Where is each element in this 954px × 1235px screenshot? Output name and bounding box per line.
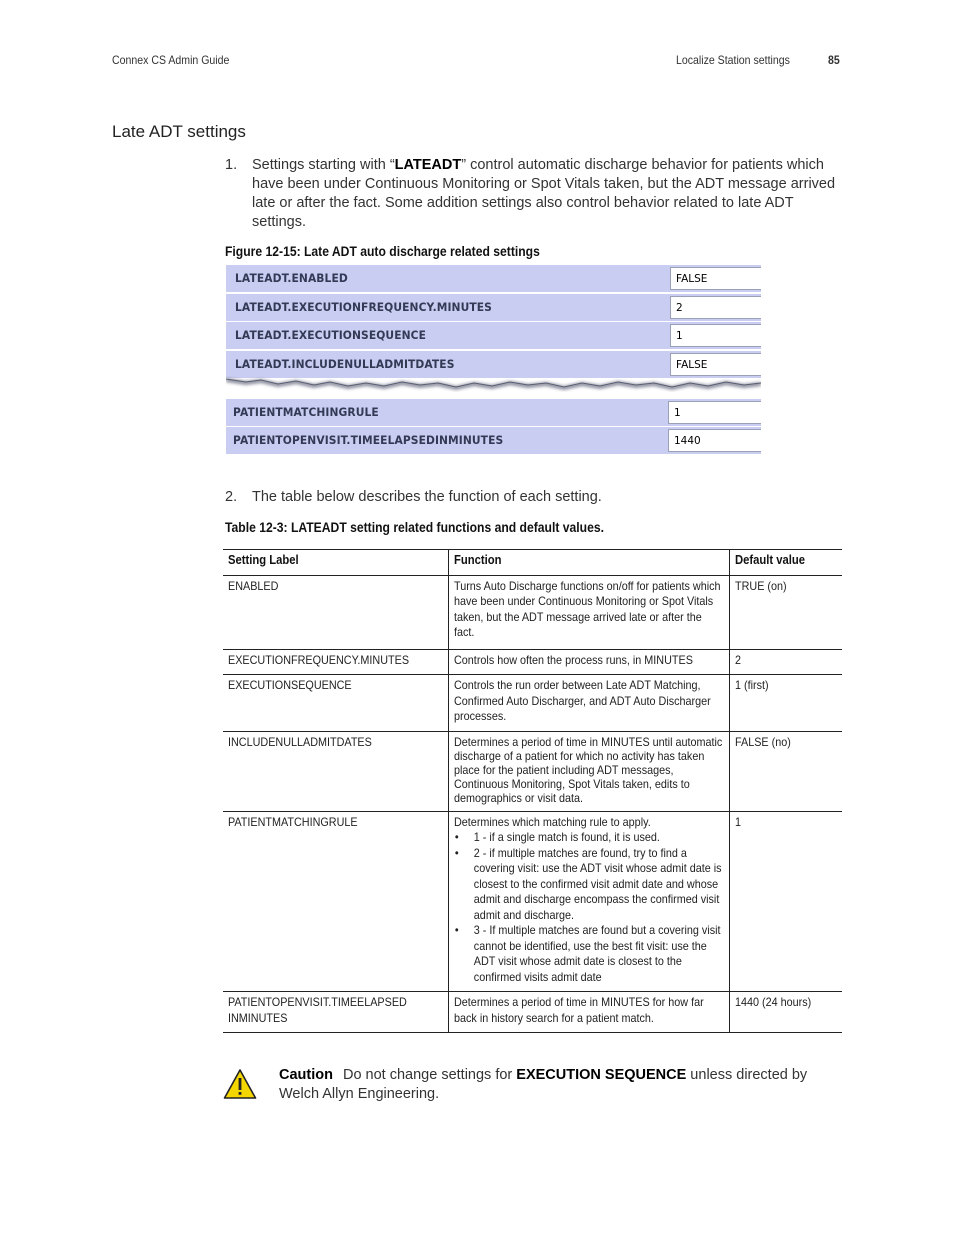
step-1-text-pre: Settings starting with “ <box>252 157 395 173</box>
cell-default-value: 2 <box>729 649 842 675</box>
matching-rule-description <box>454 815 724 986</box>
settings-screenshot <box>226 265 761 457</box>
setting-label: LATEADT.INCLUDENULLADMITDATES <box>235 357 455 371</box>
page-number: 85 <box>828 53 840 67</box>
matching-rule-intro: Determines which matching rule to apply. <box>453 814 651 829</box>
running-header-title: Connex CS Admin Guide <box>112 53 230 67</box>
cell-setting-label: INCLUDENULLADMITDATES <box>223 731 448 811</box>
table-row <box>223 675 842 732</box>
setting-value-field[interactable] <box>668 429 761 452</box>
setting-row <box>226 265 761 292</box>
cell-default-value: TRUE (on) <box>729 575 842 649</box>
cell-function: Controls how often the process runs, in MINUTES <box>448 649 729 675</box>
list-item: • 2 - if multiple matches are found, try to find a covering visit: use the ADT visit whose admit date is closest to the confirmed visit admit date and whose admit and discharge encompass the confirmed visit admit and discharge. <box>454 846 724 924</box>
torn-edge-divider <box>226 376 761 398</box>
step-1-keyword: LATEADT <box>394 157 462 173</box>
step-1-number: 1. <box>225 157 238 173</box>
setting-value: 1440 <box>674 435 701 447</box>
setting-row <box>226 399 761 426</box>
caution-note <box>279 1066 839 1104</box>
caution-label: Caution <box>279 1067 333 1083</box>
table-row <box>223 731 842 811</box>
cell-setting-label: EXECUTIONSEQUENCE <box>223 675 448 732</box>
cell-function: Determines a period of time in MINUTES for how far back in history search for a patient match. <box>448 992 729 1033</box>
cell-default-value: 1440 (24 hours) <box>729 992 842 1033</box>
step-1-text <box>252 156 842 232</box>
table-row <box>223 575 842 649</box>
cell-setting-label: EXECUTIONFREQUENCY.MINUTES <box>223 649 448 675</box>
caution-text-pre: Do not change settings for <box>342 1067 517 1083</box>
setting-value: 1 <box>676 330 683 342</box>
matching-rule-list <box>454 830 724 985</box>
warning-triangle-icon <box>223 1068 257 1100</box>
list-item: • 3 - If multiple matches are found but a covering visit cannot be identified, use the best fit visit: use the ADT visit whose admit date is closest to the confirmed visits admit date <box>454 923 724 985</box>
setting-value: 1 <box>674 407 681 419</box>
cell-default-value: 1 <box>729 811 842 992</box>
column-header-setting-label: Setting Label <box>223 550 448 576</box>
table-row <box>223 992 842 1033</box>
setting-value-field[interactable] <box>668 401 761 424</box>
cell-function: Controls the run order between Late ADT Matching, Confirmed Auto Discharger, and ADT Auto Discharger processes. <box>448 675 729 732</box>
setting-row <box>226 294 761 321</box>
caution-text-post: unless directed by Welch Allyn Engineering. <box>279 1067 808 1102</box>
setting-label: LATEADT.EXECUTIONFREQUENCY.MINUTES <box>235 300 492 314</box>
column-header-function: Function <box>448 550 729 576</box>
table-row <box>223 811 842 992</box>
setting-label: LATEADT.EXECUTIONSEQUENCE <box>235 328 426 342</box>
setting-value-field[interactable] <box>670 267 761 290</box>
setting-label: PATIENTMATCHINGRULE <box>233 405 379 419</box>
settings-function-table <box>223 549 842 1033</box>
caution-keyword: EXECUTION SEQUENCE <box>516 1067 687 1083</box>
cell-default-value: FALSE (no) <box>729 731 842 811</box>
cell-setting-label: PATIENTMATCHINGRULE <box>223 811 448 992</box>
cell-function: Turns Auto Discharge functions on/off for patients which have been under Continuous Monitoring or Spot Vitals taken, but the ADT message arrived late or after the fact. <box>448 575 729 649</box>
column-header-default-value: Default value <box>729 550 842 576</box>
cell-function: Determines a period of time in MINUTES until automatic discharge of a patient for which no activity has taken place for the patient including ADT messages, Continuous Monitoring, Spot Vitals taken, edits to demographics or visit data. <box>448 731 729 811</box>
cell-default-value: 1 (first) <box>729 675 842 732</box>
table-caption: Table 12-3: LATEADT setting related functions and default values. <box>225 520 604 535</box>
table-header-row <box>223 550 842 576</box>
running-header-section: Localize Station settings <box>676 53 790 67</box>
setting-value: 2 <box>676 302 683 314</box>
section-title: Late ADT settings <box>112 122 246 141</box>
setting-value-field[interactable] <box>670 353 761 376</box>
cell-setting-label: PATIENTOPENVISIT.TIMEELAPSED INMINUTES <box>223 992 448 1033</box>
setting-row <box>226 351 761 378</box>
setting-label: PATIENTOPENVISIT.TIMEELAPSEDINMINUTES <box>233 433 504 447</box>
step-1-text-post: ” control automatic discharge behavior for patients which have been under Continuous Monitoring or Spot Vitals taken, but the ADT message arrived late or after the fact. Some addition settings also control behavior related to late ADT settings. <box>252 157 836 230</box>
setting-row <box>226 427 761 454</box>
setting-value-field[interactable] <box>670 324 761 347</box>
step-2-text: The table below describes the function of each setting. <box>252 489 602 505</box>
setting-label: LATEADT.ENABLED <box>235 271 348 285</box>
list-item: • 1 - if a single match is found, it is used. <box>454 830 724 846</box>
setting-row <box>226 322 761 349</box>
cell-setting-label: ENABLED <box>223 575 448 649</box>
table-row <box>223 649 842 675</box>
setting-value: FALSE <box>676 273 708 285</box>
cell-function <box>448 811 729 992</box>
setting-value: FALSE <box>676 359 708 371</box>
figure-caption: Figure 12-15: Late ADT auto discharge related settings <box>225 244 540 259</box>
step-2-number: 2. <box>225 489 238 505</box>
setting-value-field[interactable] <box>670 296 761 319</box>
